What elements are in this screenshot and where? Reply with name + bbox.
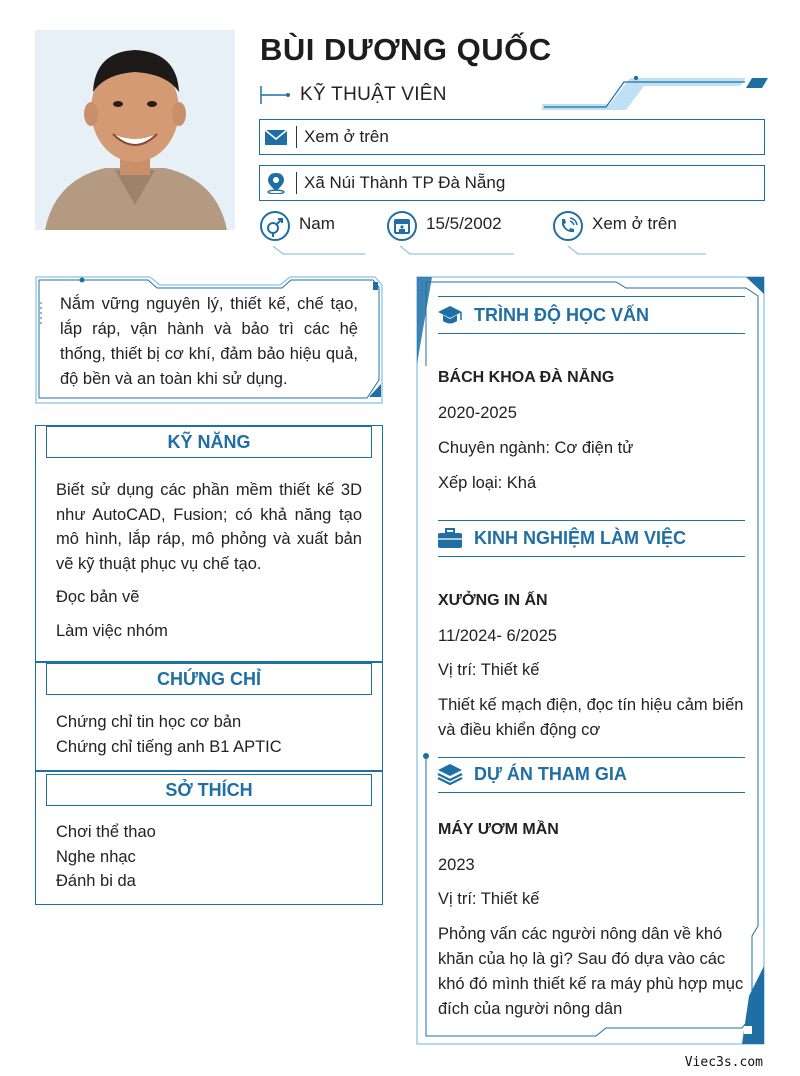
projects-title: DỰ ÁN THAM GIA bbox=[474, 764, 627, 784]
certificates-section bbox=[35, 662, 383, 771]
hobby-item: Đánh bi da bbox=[56, 872, 136, 890]
experience-description: Thiết kế mạch điện, đọc tín hiệu cảm biến và điều khiển động cơ bbox=[438, 696, 744, 739]
footer-brand: Viec3s.com bbox=[684, 1055, 763, 1070]
experience-company: XƯỞNG IN ẤN bbox=[438, 592, 548, 609]
graduation-cap-icon bbox=[437, 303, 463, 327]
candidate-name: BÙI DƯƠNG QUỐC bbox=[260, 32, 552, 67]
hobby-item: Chơi thể thao bbox=[56, 823, 156, 841]
project-position: Vị trí: Thiết kế bbox=[438, 890, 540, 908]
header-circuit-decoration bbox=[540, 72, 770, 114]
skills-item: Làm việc nhóm bbox=[56, 622, 168, 640]
gender-icon bbox=[259, 210, 291, 242]
birthday-item bbox=[386, 210, 516, 252]
hobbies-section bbox=[35, 771, 383, 905]
job-title: KỸ THUẬT VIÊN bbox=[300, 84, 447, 105]
briefcase-icon bbox=[437, 526, 463, 550]
profile-photo bbox=[35, 30, 235, 230]
skills-title: KỸ NĂNG bbox=[46, 426, 372, 458]
education-period: 2020-2025 bbox=[438, 404, 517, 422]
layers-icon bbox=[437, 762, 463, 786]
education-major: Chuyên ngành: Cơ điện tử bbox=[438, 439, 634, 457]
experience-period: 11/2024- 6/2025 bbox=[438, 627, 557, 645]
certificates-title: CHỨNG CHỈ bbox=[46, 663, 372, 695]
summary-text: Nắm vững nguyên lý, thiết kế, chế tạo, lắp ráp, vận hành và bảo trì các hệ thống, thiết bị cơ khí, đảm bảo hiệu quả, độ bền và an toàn khi sử dụng. bbox=[60, 295, 358, 388]
skills-section bbox=[35, 425, 383, 662]
address-value: Xã Núi Thành TP Đà Nẵng bbox=[304, 173, 506, 192]
hobby-item: Nghe nhạc bbox=[56, 848, 136, 866]
skills-item: Đọc bản vẽ bbox=[56, 588, 140, 606]
experience-title: KINH NGHIỆM LÀM VIỆC bbox=[474, 528, 687, 548]
project-name: MÁY ƯƠM MẦN bbox=[438, 821, 559, 838]
skills-item: Biết sử dụng các phần mềm thiết kế 3D như AutoCAD, Fusion; có khả năng tạo mô hình, lắp ráp, mô phỏng và xuất bản vẽ kỹ thuật phục vụ chế tạo. bbox=[56, 481, 362, 573]
experience-position: Vị trí: Thiết kế bbox=[438, 661, 540, 679]
education-grade: Xếp loại: Khá bbox=[438, 474, 537, 492]
certificate-item: Chứng chỉ tin học cơ bản bbox=[56, 713, 242, 731]
phone-value: Xem ở trên bbox=[592, 214, 677, 233]
project-year: 2023 bbox=[438, 856, 475, 874]
title-line-decoration bbox=[260, 86, 290, 104]
phone-icon bbox=[552, 210, 584, 242]
gender-value: Nam bbox=[299, 214, 335, 233]
email-row bbox=[259, 119, 765, 155]
hobbies-title: SỞ THÍCH bbox=[46, 774, 372, 806]
phone-item bbox=[552, 210, 707, 252]
email-value: Xem ở trên bbox=[304, 127, 389, 146]
birthday-value: 15/5/2002 bbox=[426, 214, 502, 233]
gender-item bbox=[259, 210, 369, 252]
calendar-icon bbox=[386, 210, 418, 242]
address-row bbox=[259, 165, 765, 201]
location-pin-icon bbox=[264, 172, 288, 194]
education-title: TRÌNH ĐỘ HỌC VẤN bbox=[474, 305, 649, 325]
education-school: BÁCH KHOA ĐÀ NẴNG bbox=[438, 369, 615, 386]
email-icon bbox=[264, 126, 288, 148]
project-description: Phỏng vấn các người nông dân về khó khăn của họ là gì? Sau đó dựa vào các khó đó mình thiết kế ra máy phù hợp mục đích của người nông dân bbox=[438, 925, 744, 1018]
certificate-item: Chứng chỉ tiếng anh B1 APTIC bbox=[56, 738, 282, 756]
